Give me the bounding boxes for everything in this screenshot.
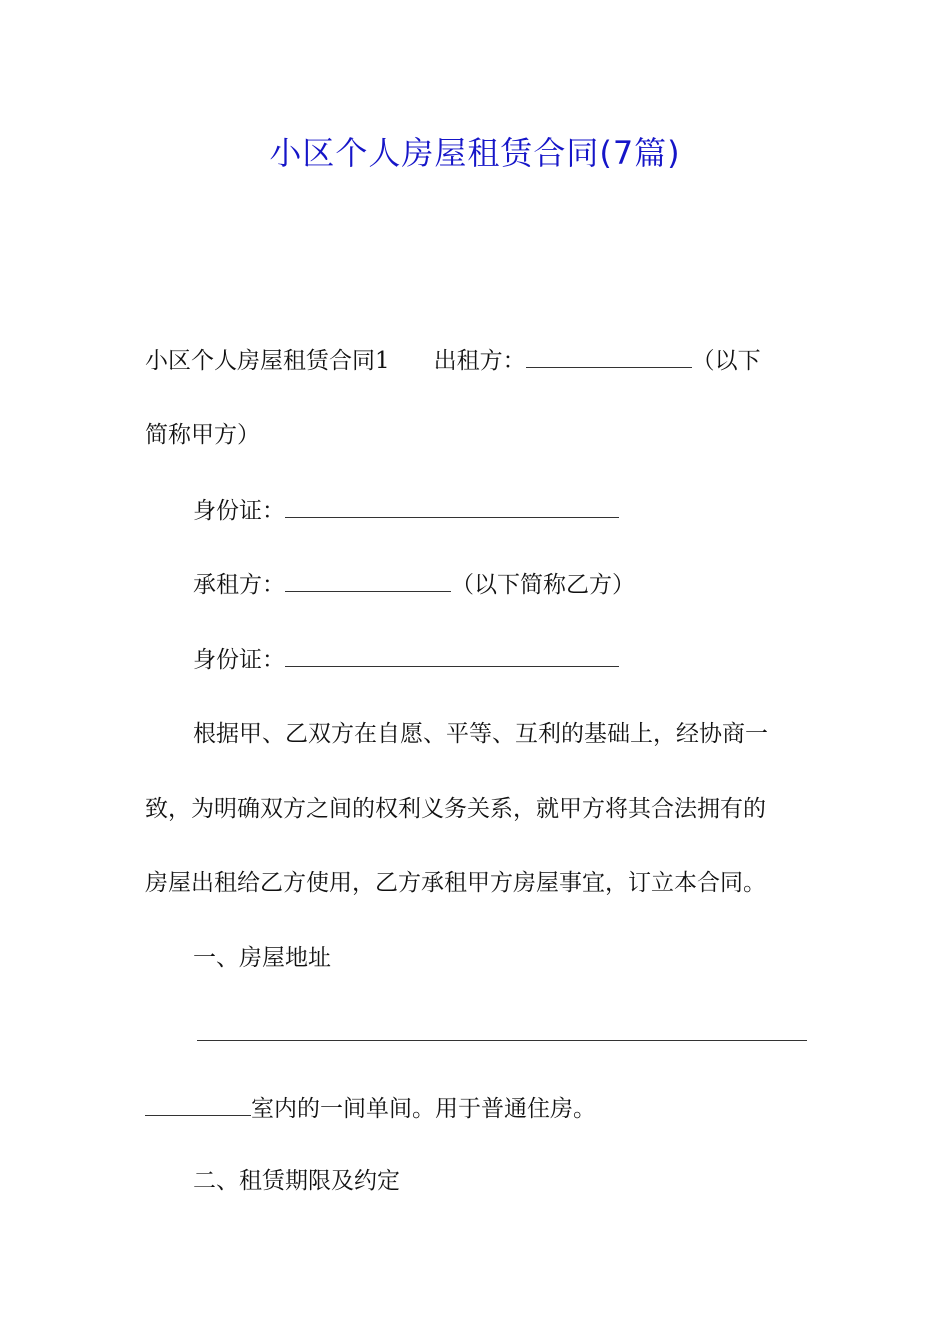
- lessor-id-line: [193, 495, 619, 526]
- lessor-line: [145, 345, 761, 376]
- lessee-line: [193, 569, 635, 600]
- preamble-line-3: 房屋出租给乙方使用，乙方承租甲方房屋事宜，订立本合同。: [145, 870, 766, 896]
- lessor-blank: [526, 345, 692, 368]
- lessee-blank: [285, 569, 451, 592]
- lessee-id-line: [193, 644, 619, 675]
- id-label-lessee: 身份证：: [193, 647, 285, 673]
- preamble-line-2: 致，为明确双方之间的权利义务关系，就甲方将其合法拥有的: [145, 796, 766, 822]
- lessee-id-blank: [285, 644, 619, 667]
- lessee-suffix: （以下简称乙方）: [451, 572, 635, 598]
- preamble-line-1: 根据甲、乙双方在自愿、平等、互利的基础上，经协商一: [193, 721, 768, 747]
- id-label-lessor: 身份证：: [193, 498, 285, 524]
- address-blank-short: [145, 1093, 251, 1116]
- lessor-suffix: （以下: [691, 348, 761, 374]
- address-blank-line: [197, 1040, 807, 1041]
- lessor-label: 出租方：: [433, 348, 526, 374]
- address-suffix: 室内的一间单间。用于普通住房。: [251, 1096, 596, 1122]
- clause-2-heading: 二、租赁期限及约定: [193, 1168, 400, 1194]
- section-heading: 小区个人房屋租赁合同1: [145, 348, 390, 374]
- document-title: 小区个人房屋租赁合同(7篇): [269, 134, 681, 172]
- address-line: [145, 1093, 596, 1124]
- clause-1-heading: 一、房屋地址: [193, 945, 331, 971]
- lessor-suffix-continued: 简称甲方）: [145, 422, 260, 448]
- lessor-suffix-line: [145, 420, 260, 450]
- lessee-label: 承租方：: [193, 572, 285, 598]
- lessor-id-blank: [285, 495, 619, 518]
